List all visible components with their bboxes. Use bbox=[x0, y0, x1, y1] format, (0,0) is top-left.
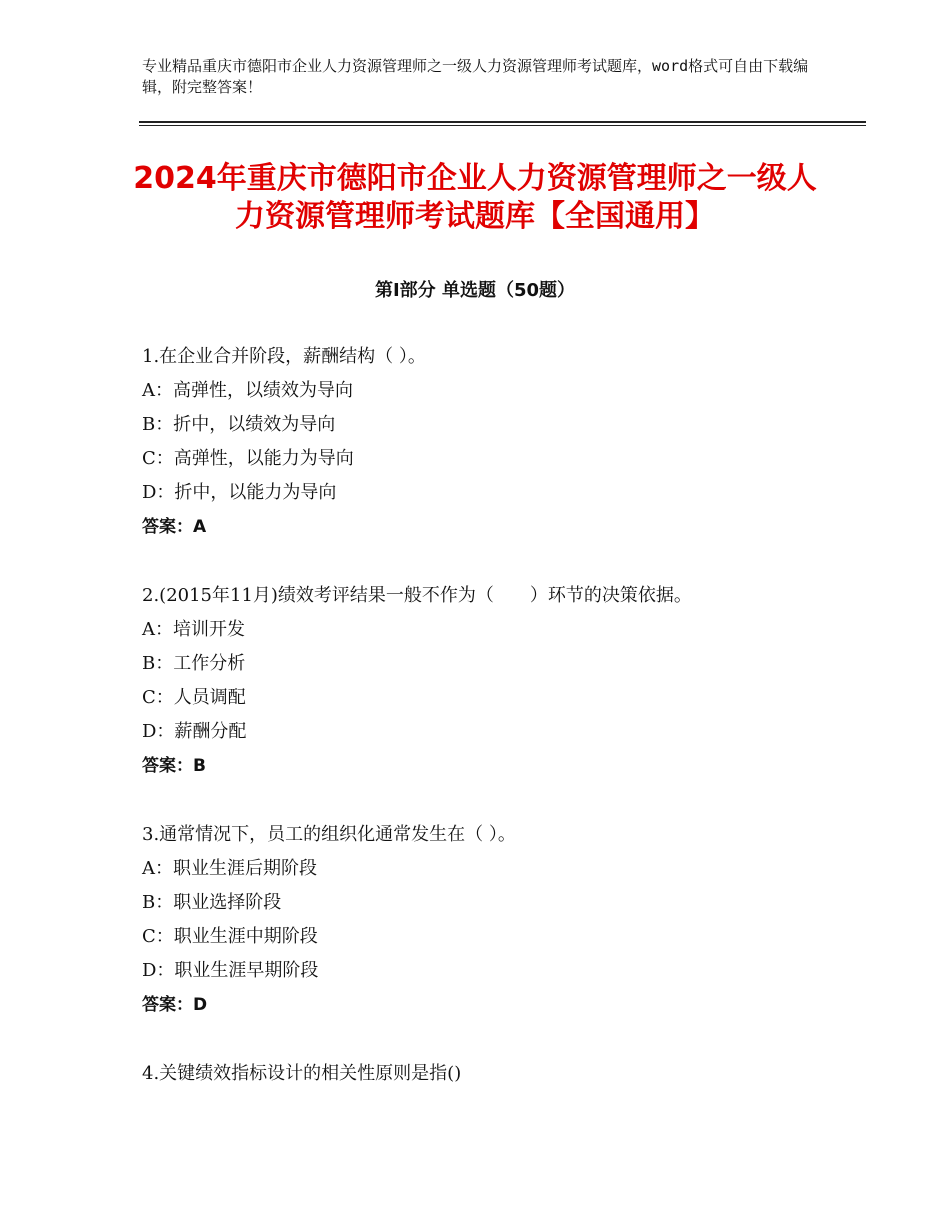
question-stem: 3.通常情况下，员工的组织化通常发生在（ ）。 bbox=[142, 824, 516, 845]
option-b: B：工作分析 bbox=[142, 653, 246, 674]
option-d: D：职业生涯早期阶段 bbox=[142, 960, 319, 981]
question-stem: 4.关键绩效指标设计的相关性原则是指() bbox=[142, 1063, 462, 1084]
header-divider-thin bbox=[139, 125, 866, 126]
option-a: A：高弹性，以绩效为导向 bbox=[142, 380, 353, 401]
header-divider-thick bbox=[139, 121, 866, 123]
question-block-4 bbox=[142, 1057, 862, 1091]
header-note: 专业精品重庆市德阳市企业人力资源管理师之一级人力资源管理师考试题库，word格式可自由下载编辑，附完整答案！ bbox=[142, 57, 809, 96]
answer-label: 答案：D bbox=[142, 995, 208, 1015]
option-c: C：职业生涯中期阶段 bbox=[142, 926, 318, 947]
document-title: 2024年重庆市德阳市企业人力资源管理师之一级人力资源管理师考试题库【全国通用】 bbox=[133, 161, 817, 234]
option-a: A：培训开发 bbox=[142, 619, 245, 640]
option-b: B：职业选择阶段 bbox=[142, 892, 282, 913]
answer-label: 答案：B bbox=[142, 756, 206, 776]
question-block-2 bbox=[142, 579, 862, 783]
answer-label: 答案：A bbox=[142, 517, 207, 537]
option-a: A：职业生涯后期阶段 bbox=[142, 858, 317, 879]
section-heading: 第Ⅰ部分 单选题（50题） bbox=[374, 280, 575, 301]
question-stem: 2.(2015年11月)绩效考评结果一般不作为（ ）环节的决策依据。 bbox=[142, 585, 692, 606]
option-d: D：折中，以能力为导向 bbox=[142, 482, 337, 503]
option-d: D：薪酬分配 bbox=[142, 721, 247, 742]
option-b: B：折中，以绩效为导向 bbox=[142, 414, 336, 435]
option-c: C：人员调配 bbox=[142, 687, 246, 708]
question-block-1 bbox=[142, 340, 862, 544]
question-stem: 1.在企业合并阶段，薪酬结构（ ）。 bbox=[142, 346, 426, 367]
option-c: C：高弹性，以能力为导向 bbox=[142, 448, 354, 469]
question-block-3 bbox=[142, 818, 862, 1022]
